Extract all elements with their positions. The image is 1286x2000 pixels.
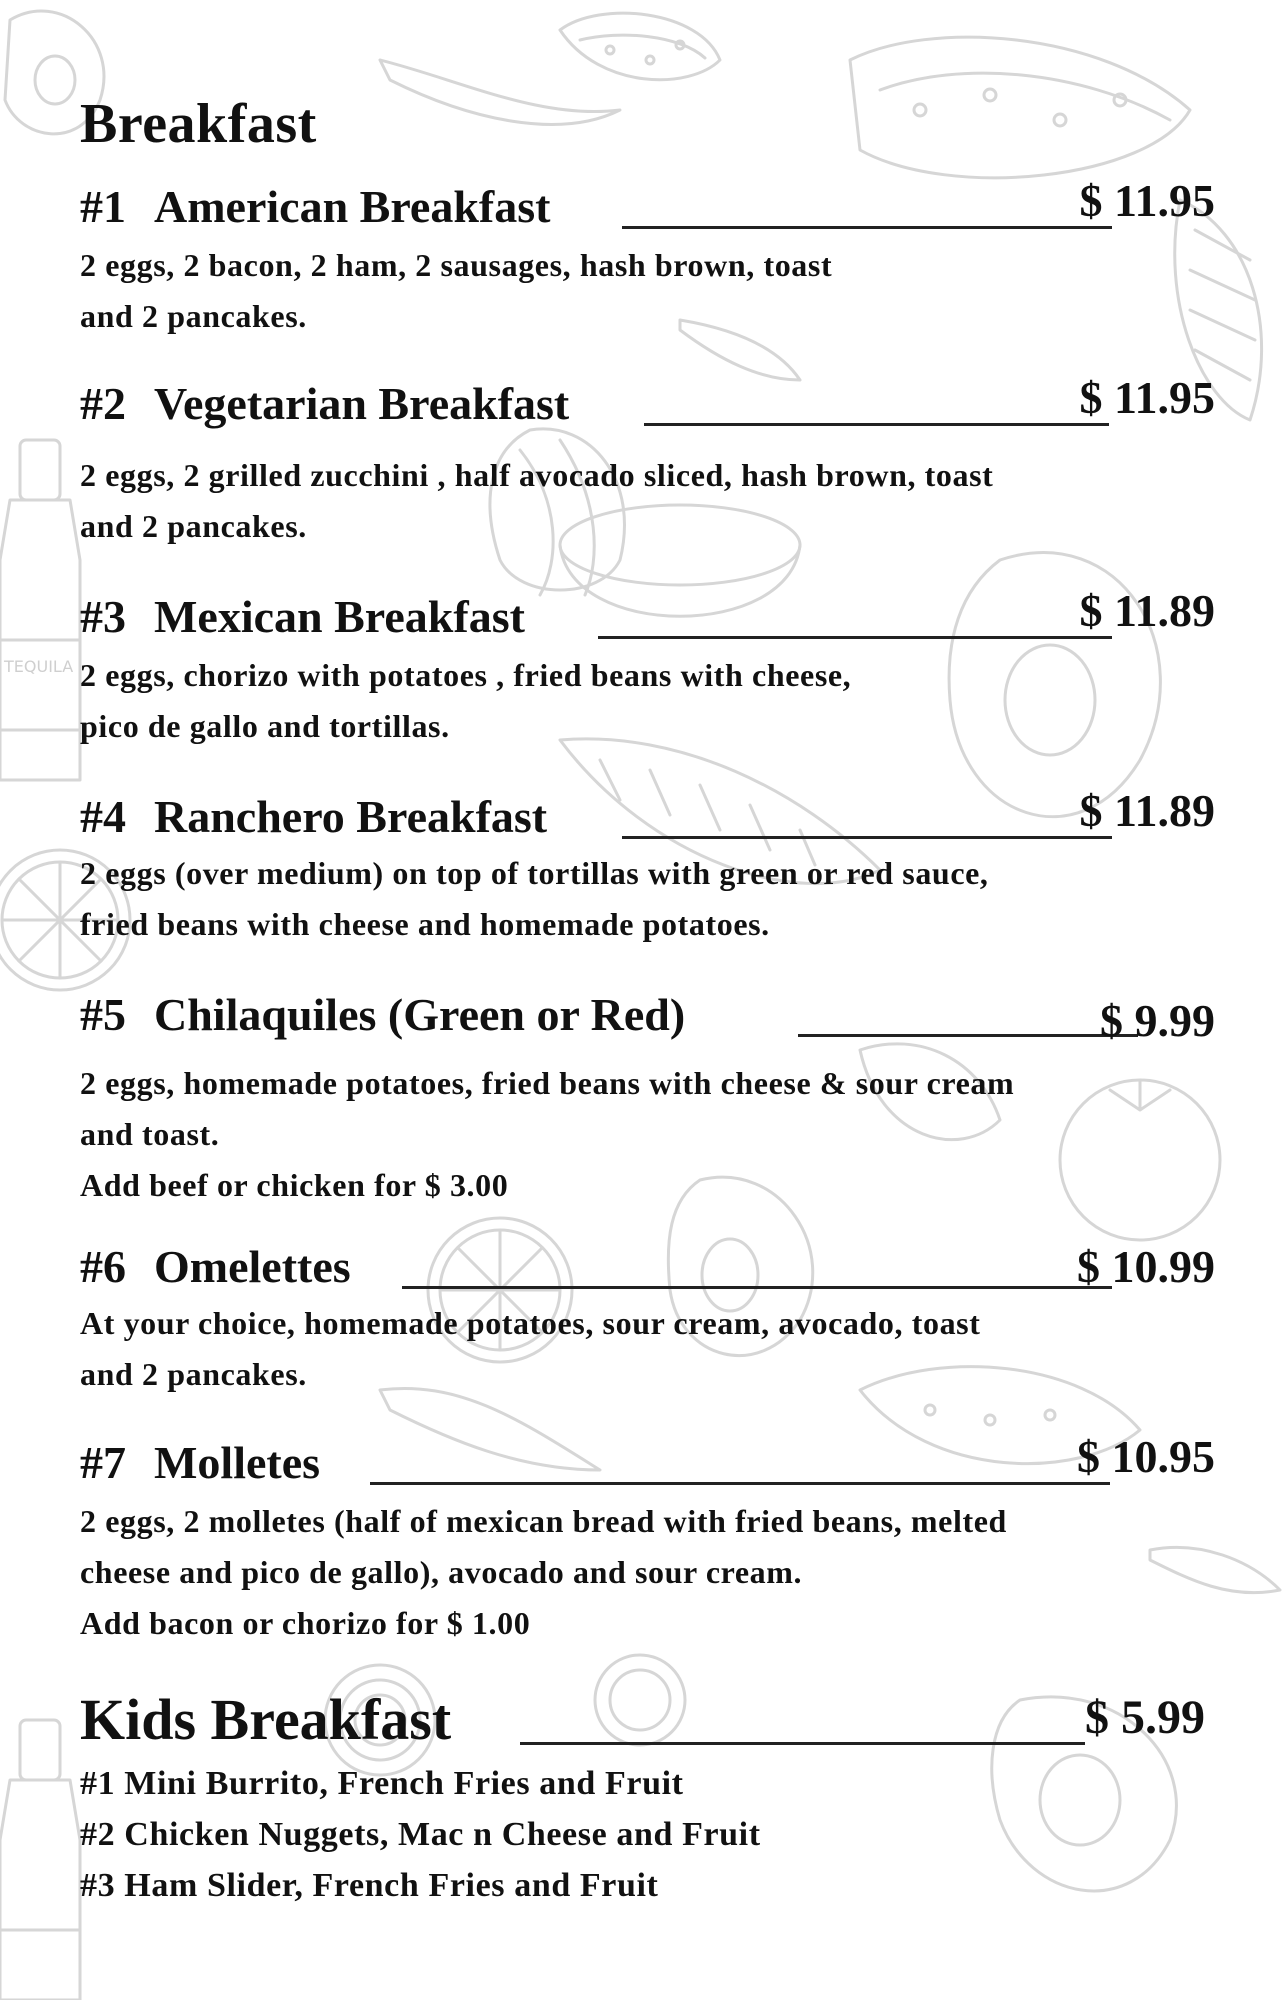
- item-description: 2 eggs, 2 molletes (half of mexican bread with fried beans, melted cheese and pico de gallo), avocado and sour cream. Add bacon or chorizo for $ 1.00: [80, 1503, 1007, 1641]
- item-price: $ 11.95: [1079, 175, 1215, 226]
- item-price: $ 11.89: [1079, 585, 1215, 636]
- kids-option: #1 Mini Burrito, French Fries and Fruit: [80, 1765, 684, 1802]
- dotted-leader: [644, 423, 1109, 426]
- item-description: 2 eggs, chorizo with potatoes , fried beans with cheese, pico de gallo and tortillas.: [80, 657, 852, 744]
- item-price: $ 11.95: [1079, 372, 1215, 423]
- item-number: #3: [80, 591, 126, 642]
- section-title: Breakfast: [80, 93, 317, 155]
- dotted-leader: [520, 1742, 1085, 1745]
- menu-item-3: [80, 585, 1215, 650]
- item-number: #2: [80, 378, 126, 429]
- dotted-leader: [598, 636, 1112, 639]
- item-name: Chilaquiles (Green or Red): [154, 989, 686, 1040]
- kids-breakfast-price: $ 5.99: [1085, 1691, 1205, 1744]
- item-number: #1: [80, 181, 126, 232]
- item-number: #7: [80, 1437, 126, 1488]
- dotted-leader: [370, 1482, 1110, 1485]
- dotted-leader: [402, 1286, 1112, 1289]
- dotted-leader: [622, 836, 1112, 839]
- menu-item-6: [80, 1240, 1215, 1300]
- item-number: #6: [80, 1241, 126, 1292]
- item-name: Mexican Breakfast: [154, 591, 525, 642]
- menu-item-4: [80, 785, 1215, 850]
- item-name: Omelettes: [154, 1241, 351, 1292]
- item-price: $ 9.99: [1100, 995, 1215, 1046]
- menu-item-1: [80, 175, 1215, 240]
- item-price: $ 10.99: [1077, 1241, 1215, 1292]
- kids-breakfast-title: Kids Breakfast: [80, 1687, 452, 1752]
- item-description: At your choice, homemade potatoes, sour cream, avocado, toast and 2 pancakes.: [80, 1305, 981, 1392]
- kids-option: #3 Ham Slider, French Fries and Fruit: [80, 1867, 659, 1904]
- item-description: 2 eggs, 2 bacon, 2 ham, 2 sausages, hash brown, toast and 2 pancakes.: [80, 247, 833, 334]
- item-description: 2 eggs, 2 grilled zucchini , half avocado sliced, hash brown, toast and 2 pancakes.: [80, 457, 994, 544]
- item-number: #4: [80, 791, 126, 842]
- item-name: Ranchero Breakfast: [154, 791, 548, 842]
- item-name: American Breakfast: [154, 181, 551, 232]
- dotted-leader: [798, 1034, 1138, 1037]
- menu-item-7: [80, 1431, 1215, 1496]
- item-name: Molletes: [154, 1437, 321, 1488]
- kids-option: #2 Chicken Nuggets, Mac n Cheese and Fruit: [80, 1816, 761, 1853]
- item-number: #5: [80, 989, 126, 1040]
- kids-breakfast-header: [80, 1686, 1205, 1756]
- menu-item-2: [80, 372, 1215, 437]
- item-description: 2 eggs, homemade potatoes, fried beans with cheese & sour cream and toast. Add beef or chicken for $ 3.00: [80, 1065, 1015, 1203]
- dotted-leader: [622, 226, 1112, 229]
- menu-item-5: [80, 988, 1215, 1048]
- kids-options-list: [80, 1758, 1180, 1911]
- item-price: $ 11.89: [1079, 785, 1215, 836]
- item-description: 2 eggs (over medium) on top of tortillas with green or red sauce, fried beans with cheese and homemade potatoes.: [80, 855, 989, 942]
- item-name: Vegetarian Breakfast: [154, 378, 570, 429]
- bottle-label-text: TEQUILA: [4, 657, 74, 676]
- item-price: $ 10.95: [1077, 1431, 1215, 1482]
